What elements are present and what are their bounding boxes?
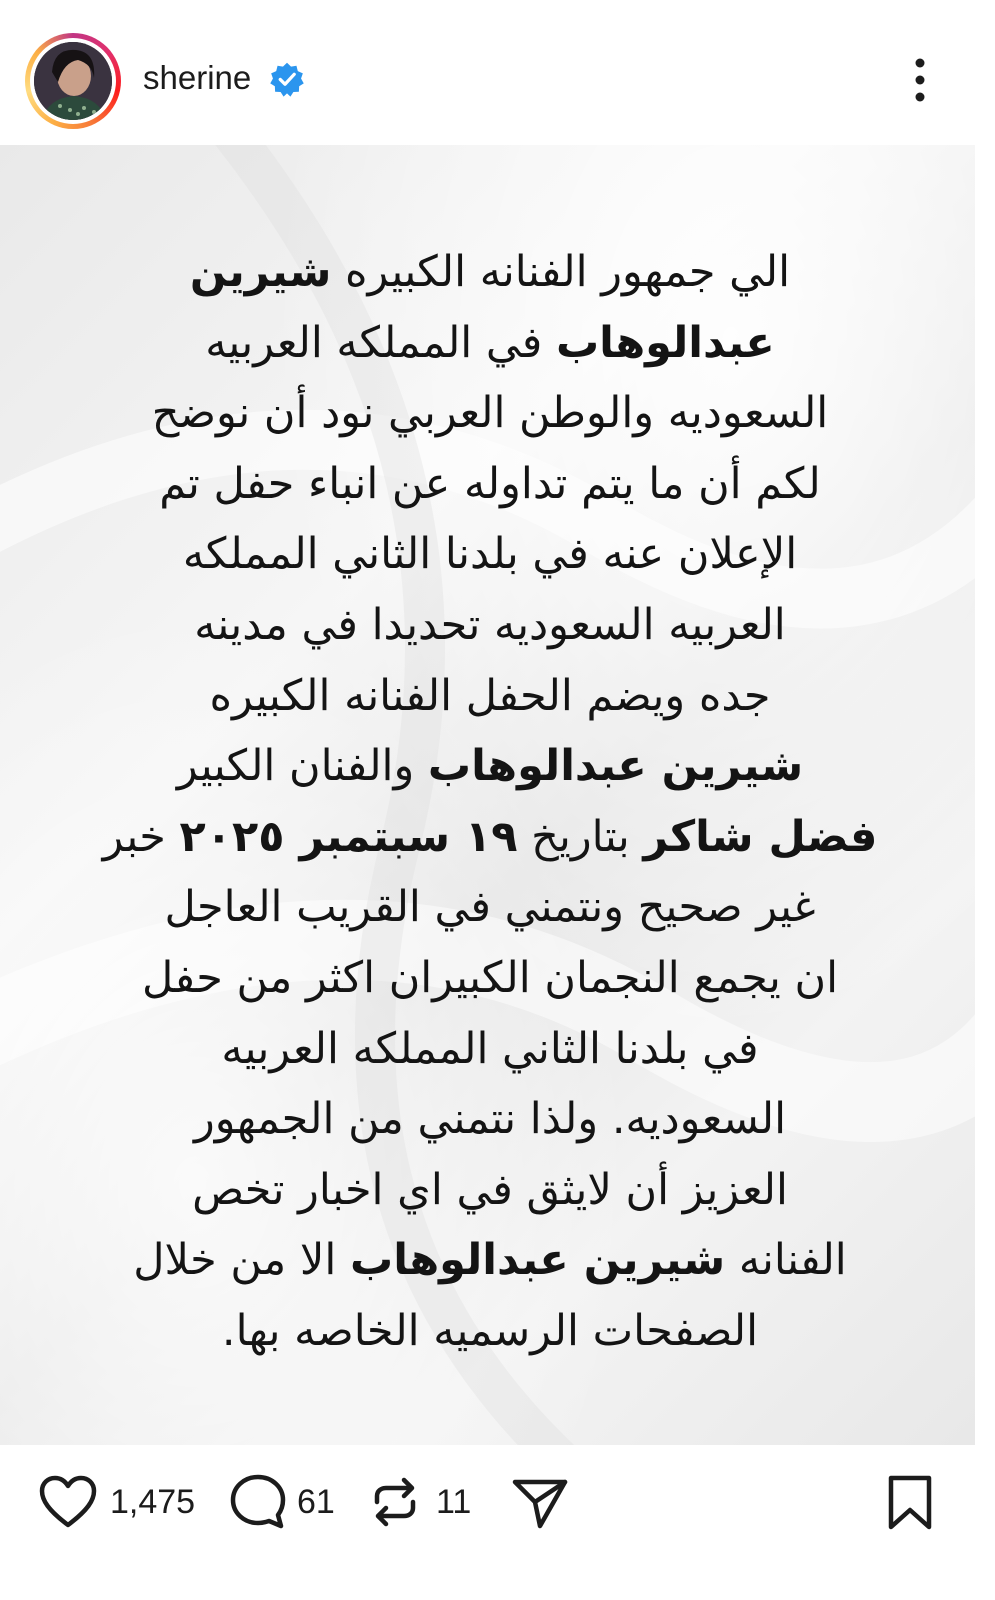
post-header [0,0,995,145]
caption-segment: في بلدنا الثاني المملكه العربيه [221,1023,759,1074]
caption-bold-segment: فضل شاكر [643,811,878,862]
caption-segment: الإعلان عنه في بلدنا الثاني المملكه [182,529,798,580]
caption-segment: غير صحيح ونتمني في القريب العاجل [164,882,816,933]
caption-segment: الصفحات الرسميه الخاصه بها. [221,1305,759,1356]
repost-count[interactable]: 11 [436,1483,472,1521]
username[interactable]: sherine [143,59,252,96]
caption-line [100,1014,880,1085]
comment-count[interactable]: 61 [297,1483,335,1521]
caption-segment: بتاريخ [517,811,644,862]
caption-line [100,943,880,1014]
caption-segment: في المملكه العربيه [205,317,556,368]
caption-segment: الي جمهور الفنانه الكبيره [331,247,791,297]
caption-line [100,590,880,661]
caption-segment: لكم أن ما يتم تداوله عن انباء حفل تم [159,458,821,509]
caption-segment: والفنان الكبير [176,741,428,792]
post-caption-text [100,237,880,1367]
post-image[interactable] [0,145,975,1445]
caption-segment: السعوديه والوطن العربي نود أن نوضح [151,388,829,439]
caption-bold-segment: شيرين عبدالوهاب [427,741,804,792]
caption-line [100,308,880,379]
heart-icon[interactable] [38,1472,98,1532]
caption-line [100,661,880,732]
caption-line [100,378,880,449]
caption-segment: خبر [102,811,180,862]
caption-segment: الفنانه [725,1235,847,1286]
avatar-photo [34,42,112,120]
caption-line [100,802,880,873]
caption-segment: الا من خلال [133,1235,350,1286]
caption-segment: السعوديه. ولذا نتمني من الجمهور [193,1094,787,1145]
caption-line [100,449,880,520]
repost-icon[interactable] [365,1472,425,1532]
caption-bold-segment: عبدالوهاب [555,317,775,368]
caption-line [100,872,880,943]
comment-icon[interactable] [228,1472,288,1532]
caption-line [100,519,880,590]
caption-line [100,1084,880,1155]
caption-segment: ان يجمع النجمان الكبيران اكثر من حفل [141,952,839,1003]
caption-line [100,1296,880,1367]
caption-line [100,237,880,308]
caption-bold-segment: ١٩ سبتمبر ٢٠٢٥ [179,811,518,862]
like-count[interactable]: 1,475 [110,1483,196,1521]
action-bar [0,1445,995,1600]
profile-photo-icon [34,42,112,120]
caption-bold-segment: شيرين عبدالوهاب [349,1235,726,1286]
caption-segment: العربيه السعوديه تحديدا في مدينه [194,599,786,650]
share-icon[interactable] [510,1472,570,1532]
caption-line [100,731,880,802]
caption-line [100,1225,880,1296]
avatar[interactable] [25,33,121,129]
caption-line [100,1155,880,1226]
caption-segment: جده ويضم الحفل الفنانه الكبيره [209,670,771,721]
verified-badge-icon [269,61,305,97]
more-vertical-icon[interactable] [900,55,940,105]
caption-bold-segment: شيرين [189,247,332,297]
bookmark-icon[interactable] [880,1472,940,1532]
caption-segment: العزيز أن لايثق في اي اخبار تخص [192,1164,788,1215]
